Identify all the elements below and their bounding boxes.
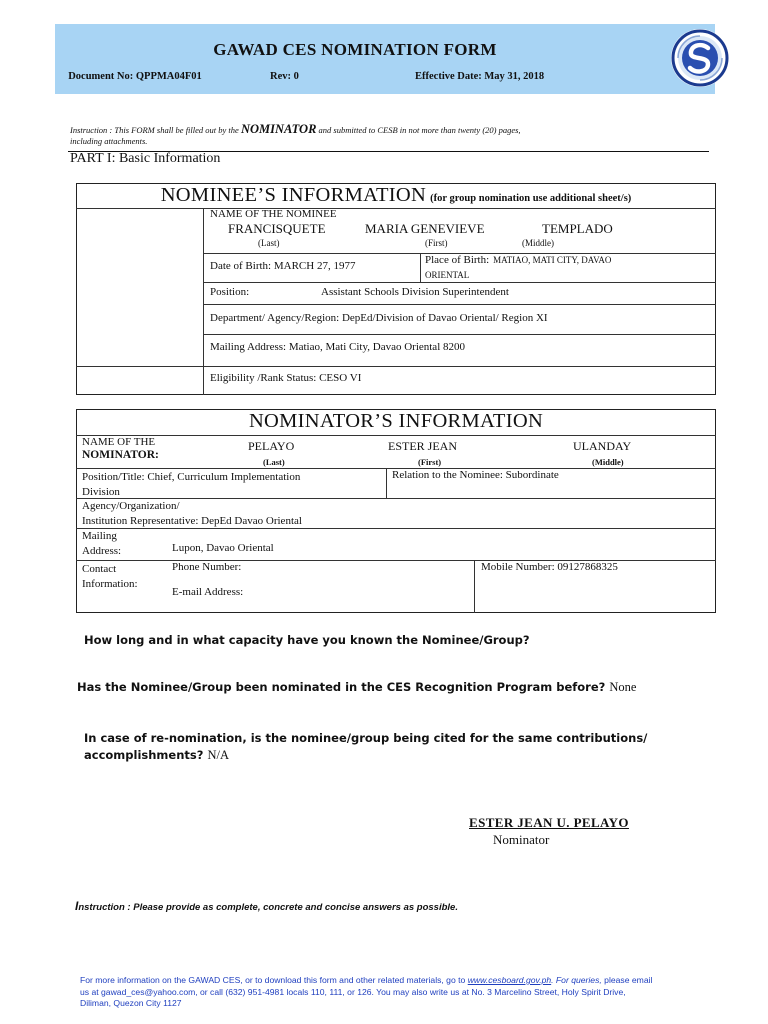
nominator-name-label: NAME OF THE NOMINATOR: (82, 436, 159, 461)
top-instruction: Instruction : This FORM shall be filled out by the NOMINATOR and submitted to CESB in not more than twenty (20) pages, including attachments. (70, 122, 521, 146)
divider (474, 560, 475, 613)
part1-title: PART I: Basic Information (70, 151, 221, 166)
nominator-contact-label: Contact Information: (82, 563, 138, 590)
divider (420, 253, 421, 282)
nominator-mailing-value: Lupon, Davao Oriental (172, 542, 274, 554)
nominator-agency: Agency/Organization/ Institution Representative: DepEd Davao Oriental (82, 500, 302, 527)
middle-caption: (Middle) (592, 457, 624, 467)
nominee-first-name: MARIA GENEVIEVE (365, 221, 485, 236)
nominator-email-label: E-mail Address: (172, 586, 244, 598)
divider (76, 366, 203, 367)
form-title: GAWAD CES NOMINATION FORM (213, 40, 497, 59)
divider (203, 282, 716, 283)
last-caption: (Last) (263, 457, 285, 467)
nominee-department: Department/ Agency/Region: DepEd/Division of Davao Oriental/ Region XI (210, 312, 548, 324)
effective-date: Effective Date: May 31, 2018 (415, 71, 545, 82)
middle-caption: (Middle) (522, 238, 554, 248)
revision: Rev: 0 (270, 71, 299, 82)
nominator-mobile: Mobile Number: 09127868325 (481, 561, 618, 573)
nominator-mailing-label: Mailing Address: (82, 530, 122, 557)
nominator-first-name: ESTER JEAN (388, 439, 457, 453)
nominee-mailing-address: Mailing Address: Matiao, Mati City, Davao Oriental 8200 (210, 341, 465, 353)
nominee-middle-name: TEMPLADO (542, 221, 613, 236)
nominee-dob: Date of Birth: MARCH 27, 1977 (210, 260, 356, 272)
cesboard-link[interactable]: www.cesboard.gov.ph (467, 975, 552, 985)
document-number: Document No: QPPMA04F01 (68, 71, 202, 82)
nominee-pob: Place of Birth: MATIAO, MATI CITY, DAVAO ORIENTAL (425, 254, 612, 280)
nominator-middle-name: ULANDAY (573, 439, 632, 453)
divider (386, 468, 387, 498)
header-band (55, 24, 715, 94)
nominator-relation: Relation to the Nominee: Subordinate (392, 469, 559, 481)
nominator-signature-name: ESTER JEAN U. PELAYO (469, 815, 629, 830)
nominee-name-label: NAME OF THE NOMINEE (210, 208, 337, 220)
divider (76, 528, 716, 529)
ces-board-logo (670, 28, 730, 88)
nominator-signature-role: Nominator (493, 832, 550, 847)
first-caption: (First) (425, 238, 448, 248)
question-3: In case of re-nomination, is the nominee/group being cited for the same contributions/ accomplishments? N/A (84, 731, 648, 762)
nominee-eligibility: Eligibility /Rank Status: CESO VI (210, 372, 362, 384)
nominator-phone-label: Phone Number: (172, 561, 242, 573)
question-1: How long and in what capacity have you known the Nominee/Group? (84, 633, 530, 647)
bottom-instruction: Instruction : Please provide as complete, concrete and concise answers as possible. (75, 899, 458, 913)
photo-placeholder (77, 209, 203, 366)
nominee-last-name: FRANCISQUETE (228, 221, 326, 236)
nominator-last-name: PELAYO (248, 439, 295, 453)
divider (203, 334, 716, 335)
last-caption: (Last) (258, 238, 280, 248)
nominee-position-label: Position: (210, 286, 250, 298)
divider (76, 435, 716, 436)
nominee-heading: NOMINEE’S INFORMATION (for group nomination use additional sheet/s) (160, 184, 632, 206)
first-caption: (First) (418, 457, 442, 467)
question-2: Has the Nominee/Group been nominated in the CES Recognition Program before? None (77, 680, 637, 694)
divider (203, 304, 716, 305)
nominee-position-value: Assistant Schools Division Superintendent (321, 286, 509, 298)
divider (203, 366, 716, 367)
nominator-heading: NOMINATOR’S INFORMATION (248, 410, 544, 432)
nominator-position: Position/Title: Chief, Curriculum Implementation Division (82, 471, 301, 498)
footer-info: For more information on the GAWAD CES, or to download this form and other related materials, go to www.cesboard.gov.ph. For queries, please email us at gawad_ces@yahoo.com, or call (632) 951-4981 locals 110, 111, or 126. You may also write us at No. 3 Marcelino Street, Holy Spirit Drive, Diliman, Quezon City 1127 (80, 975, 653, 1008)
